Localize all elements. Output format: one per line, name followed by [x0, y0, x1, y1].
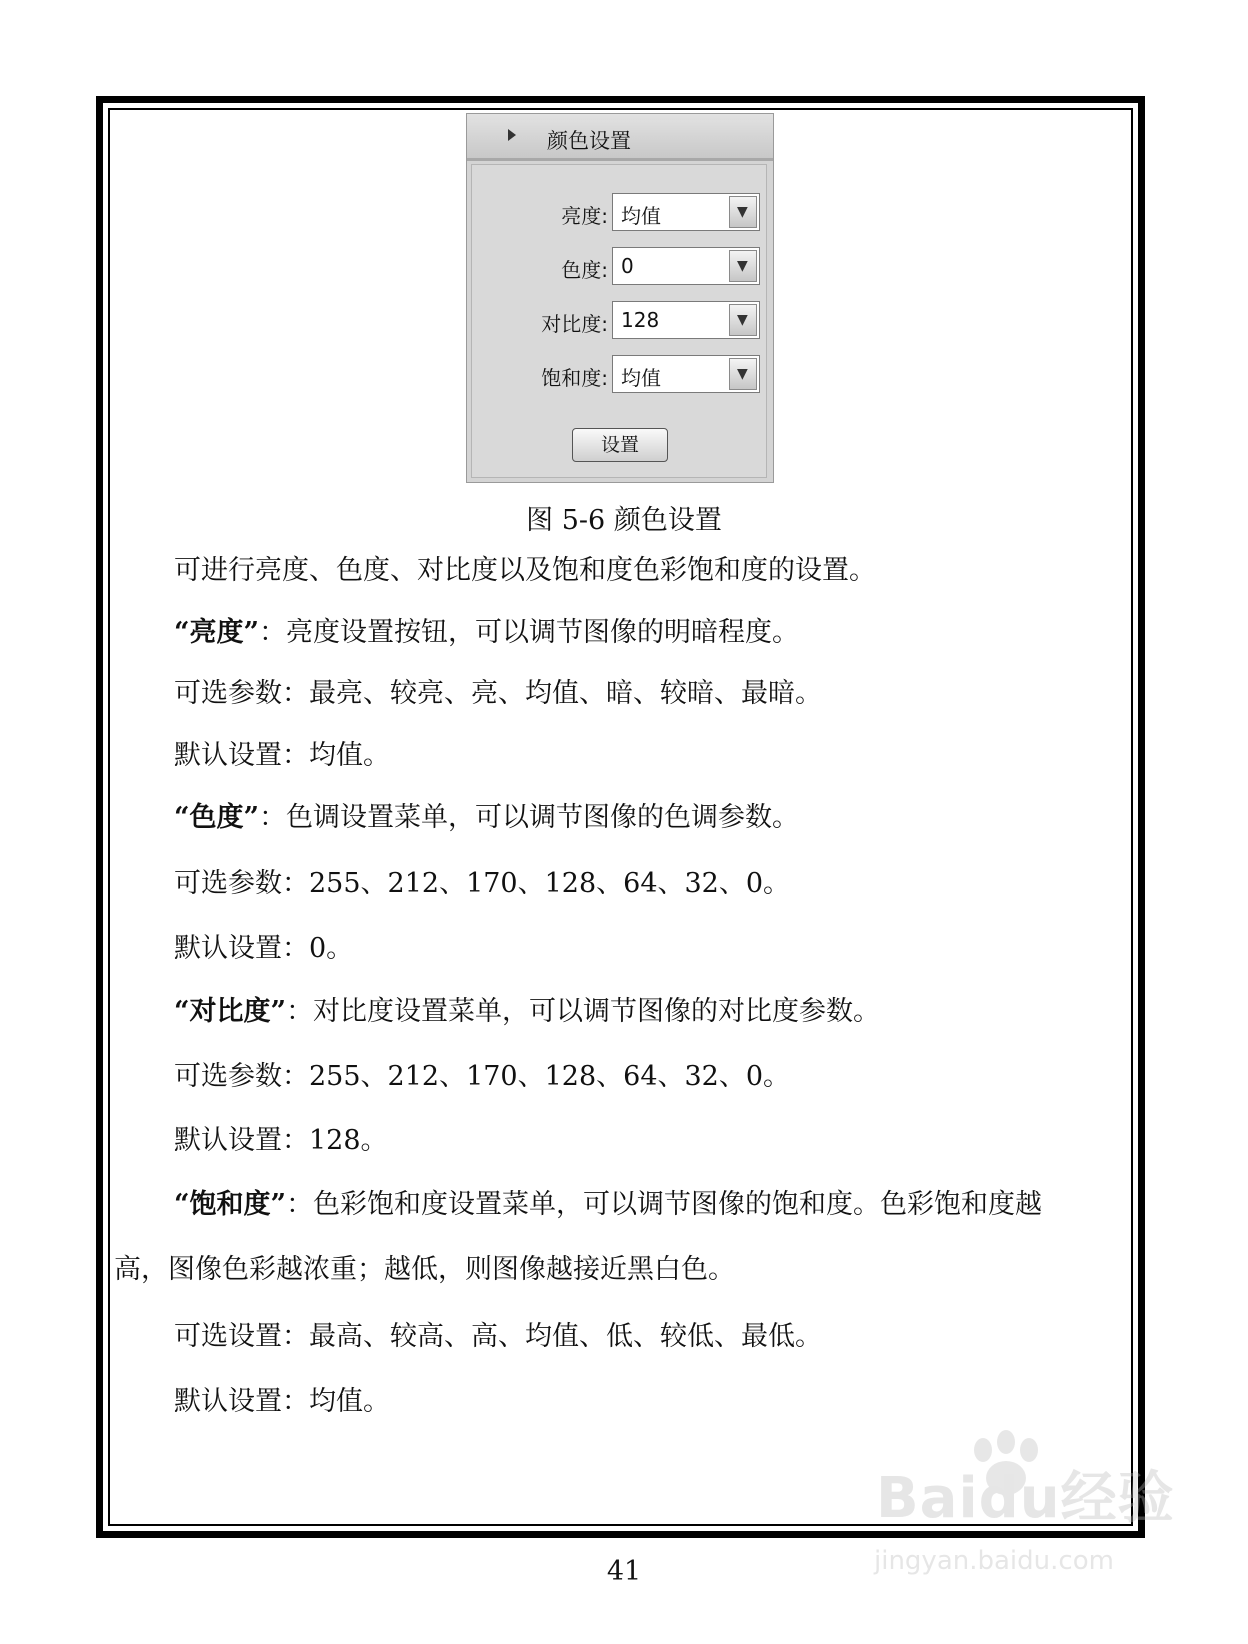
para-text: ：色调设置菜单，可以调节图像的色调参数。 — [259, 802, 800, 833]
panel-header[interactable] — [467, 114, 773, 161]
hue-value: 0 — [621, 254, 634, 278]
paragraph — [174, 1124, 388, 1158]
chevron-down-icon: ▼ — [737, 204, 748, 220]
paragraph — [114, 1253, 735, 1287]
hue-label: 色度: — [561, 258, 608, 282]
para-text: 可选参数：255、212、170、128、64、32、0。 — [174, 868, 791, 899]
para-text: 可选参数：最亮、较亮、亮、均值、暗、较暗、最暗。 — [174, 678, 822, 709]
para-text: 默认设置：均值。 — [174, 1386, 390, 1417]
panel-title: 颜色设置 — [547, 129, 631, 153]
paragraph — [174, 995, 880, 1029]
para-text: 可选设置：最高、较高、高、均值、低、较低、最低。 — [174, 1321, 822, 1352]
para-text: 高，图像色彩越浓重；越低，则图像越接近黑白色。 — [114, 1254, 735, 1285]
contrast-value: 128 — [621, 308, 660, 332]
paragraph — [174, 677, 822, 711]
saturation-select[interactable] — [612, 355, 760, 393]
saturation-dropdown-button[interactable] — [729, 358, 757, 390]
hue-row — [472, 247, 768, 285]
paragraph — [174, 739, 390, 773]
brightness-value: 均值 — [621, 204, 661, 228]
brightness-row — [472, 193, 768, 231]
saturation-label: 饱和度: — [541, 366, 608, 390]
contrast-select[interactable] — [612, 301, 760, 339]
figure-caption: 图 5-6 颜色设置 — [526, 505, 722, 536]
para-text: 默认设置：128。 — [174, 1125, 388, 1156]
para-bold: “亮度” — [174, 617, 260, 648]
para-text: 可选参数：255、212、170、128、64、32、0。 — [174, 1061, 791, 1092]
brightness-dropdown-button[interactable] — [729, 196, 757, 228]
expand-arrow-icon[interactable] — [508, 129, 516, 141]
contrast-label: 对比度: — [541, 312, 608, 336]
saturation-value: 均值 — [621, 366, 661, 390]
para-text: 默认设置：0。 — [174, 933, 354, 964]
para-text: ：亮度设置按钮，可以调节图像的明暗程度。 — [259, 617, 800, 648]
paragraph — [174, 616, 799, 650]
contrast-dropdown-button[interactable] — [729, 304, 757, 336]
hue-select[interactable] — [612, 247, 760, 285]
contrast-row — [472, 301, 768, 339]
para-text: 默认设置：均值。 — [174, 740, 390, 771]
paragraph — [174, 867, 790, 901]
para-bold: “对比度” — [174, 996, 287, 1027]
paragraph — [174, 1188, 1042, 1222]
chevron-down-icon: ▼ — [737, 258, 748, 274]
page-number: 41 — [606, 1556, 642, 1587]
para-text: ：色彩饱和度设置菜单，可以调节图像的饱和度。色彩饱和度越 — [286, 1189, 1043, 1220]
watermark-logo: Baidu经验 — [876, 1466, 1175, 1531]
watermark-url: jingyan.baidu.com — [874, 1546, 1114, 1576]
para-text: 可进行亮度、色度、对比度以及饱和度色彩饱和度的设置。 — [174, 555, 876, 586]
paragraph — [174, 1385, 390, 1419]
hue-dropdown-button[interactable] — [729, 250, 757, 282]
paragraph — [174, 801, 799, 835]
para-text: ：对比度设置菜单，可以调节图像的对比度参数。 — [286, 996, 881, 1027]
apply-settings-button[interactable]: 设置 — [572, 428, 668, 462]
paragraph — [174, 554, 876, 588]
panel-body — [471, 164, 767, 478]
baidu-watermark — [874, 1440, 1176, 1576]
chevron-down-icon: ▼ — [737, 366, 748, 382]
color-settings-panel — [466, 113, 774, 483]
paragraph — [174, 932, 353, 966]
saturation-row — [472, 355, 768, 393]
para-bold: “色度” — [174, 802, 260, 833]
para-bold: “饱和度” — [174, 1189, 287, 1220]
paragraph — [174, 1060, 790, 1094]
chevron-down-icon: ▼ — [737, 312, 748, 328]
brightness-label: 亮度: — [561, 204, 608, 228]
paragraph — [174, 1320, 822, 1354]
brightness-select[interactable] — [612, 193, 760, 231]
